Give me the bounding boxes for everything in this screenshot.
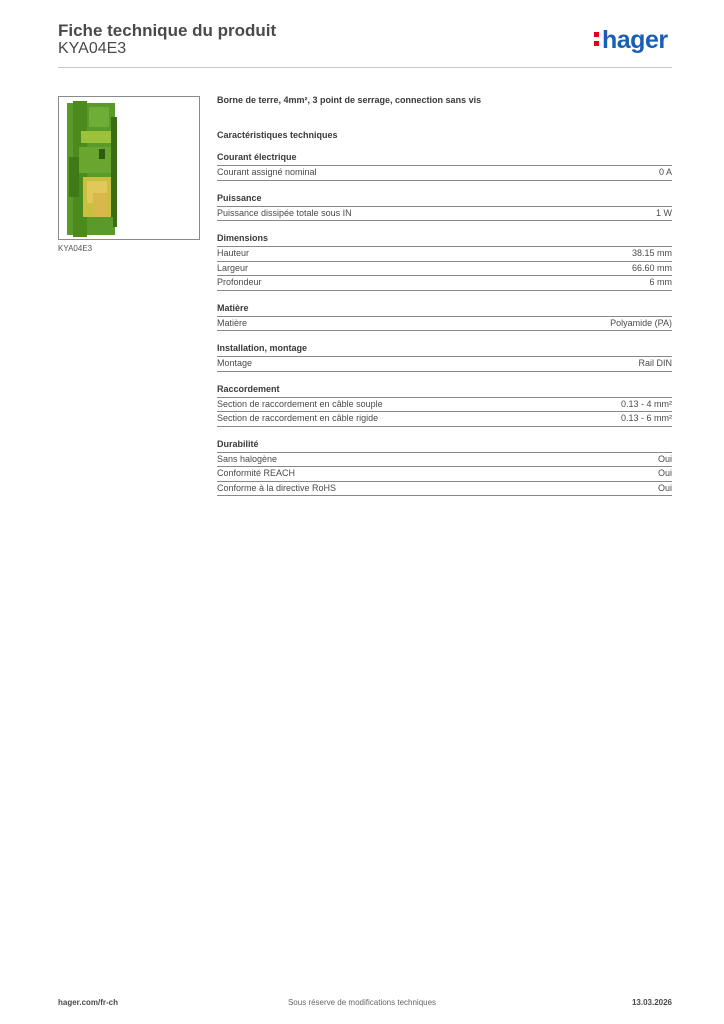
- spec-label: Puissance dissipée totale sous IN: [217, 207, 352, 218]
- spec-value: 0.13 - 6 mm²: [620, 413, 672, 423]
- spec-sections: [217, 144, 672, 496]
- section-title: Courant électrique: [217, 144, 672, 166]
- product-description: Borne de terre, 4mm², 3 point de serrage, connection sans vis: [217, 95, 482, 105]
- spec-row: [217, 453, 672, 468]
- spec-row: [217, 166, 672, 181]
- spec-row: [217, 398, 672, 413]
- footer-website-link[interactable]: hager.com/fr-ch: [58, 998, 119, 1007]
- logo-text: hager: [602, 26, 668, 54]
- spec-label: Courant assigné nominal: [217, 167, 317, 177]
- spec-value: 38.15 mm: [631, 248, 672, 258]
- spec-label: Hauteur: [217, 248, 250, 258]
- spec-label: Conformité REACH: [217, 468, 296, 478]
- section-title: Installation, montage: [217, 331, 672, 357]
- hager-logo[interactable]: [594, 26, 668, 55]
- logo-dots-icon: [594, 30, 600, 48]
- spec-row: [217, 482, 672, 497]
- product-reference: KYA04E3: [58, 40, 127, 57]
- footer-date: 13.03.2026: [631, 998, 672, 1007]
- spec-row: [217, 467, 672, 482]
- terminal-block-image: [59, 97, 199, 239]
- spec-value: Rail DIN: [638, 358, 672, 368]
- section-title: Matière: [217, 291, 672, 317]
- spec-value: Oui: [657, 482, 672, 493]
- spec-label: Montage: [217, 358, 253, 368]
- footer-notice: Sous réserve de modifications techniques: [287, 998, 437, 1007]
- spec-label: Section de raccordement en câble rigide: [217, 413, 379, 423]
- spec-row: [217, 412, 672, 427]
- spec-row: [217, 247, 672, 262]
- spec-value: 0 A: [658, 167, 672, 177]
- spec-value: Polyamide (PA): [610, 317, 672, 328]
- image-caption: KYA04E3: [58, 244, 93, 253]
- product-image: [58, 96, 200, 240]
- spec-label: Matière: [217, 317, 248, 328]
- spec-value: Oui: [657, 453, 672, 464]
- spec-row: [217, 317, 672, 332]
- spec-label: Largeur: [217, 262, 249, 273]
- section-title: Puissance: [217, 181, 672, 207]
- spec-label: Section de raccordement en câble souple: [217, 398, 383, 409]
- section-title: Raccordement: [217, 372, 672, 398]
- tech-heading: Caractéristiques techniques: [217, 130, 338, 140]
- spec-label: Profondeur: [217, 277, 262, 287]
- section-title: Dimensions: [217, 221, 672, 247]
- spec-value: 66.60 mm: [631, 262, 672, 273]
- header-divider: [58, 67, 672, 68]
- spec-label: Sans halogène: [217, 453, 278, 464]
- spec-value: Oui: [657, 468, 672, 478]
- spec-value: 1 W: [655, 207, 672, 218]
- spec-value: 6 mm: [649, 277, 672, 287]
- spec-value: 0.13 - 4 mm²: [620, 398, 672, 409]
- spec-row: [217, 276, 672, 291]
- spec-row: [217, 207, 672, 222]
- spec-row: [217, 262, 672, 277]
- page-title: Fiche technique du produit: [58, 21, 277, 40]
- spec-content: [217, 95, 672, 496]
- spec-label: Conforme à la directive RoHS: [217, 482, 337, 493]
- spec-row: [217, 357, 672, 372]
- section-title: Durabilité: [217, 427, 672, 453]
